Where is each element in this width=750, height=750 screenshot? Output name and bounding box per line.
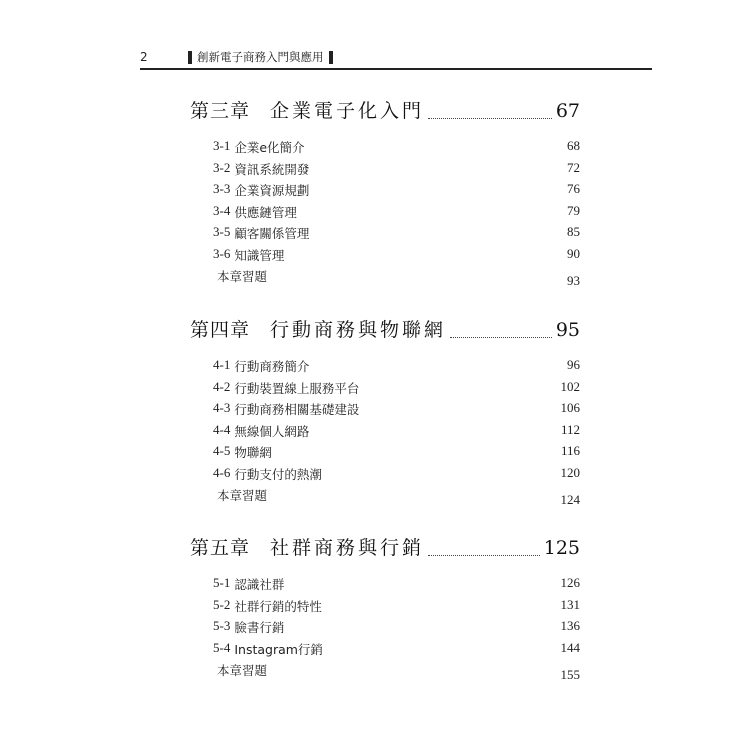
section-title: 本章習題	[217, 269, 268, 284]
section-entry[interactable]	[213, 465, 580, 487]
section-title: 臉書行銷	[234, 620, 285, 635]
dot-leader	[428, 117, 552, 119]
book-title-block	[188, 50, 333, 64]
section-page: 112	[560, 421, 580, 437]
section-title: 企業e化簡介	[234, 140, 305, 155]
book-title: 創新電子商務入門與應用	[197, 50, 324, 64]
section-number: 3-5	[213, 224, 231, 239]
section-page: 102	[560, 378, 580, 394]
dot-leader	[450, 336, 552, 338]
section-title: 行動商務簡介	[234, 359, 310, 374]
chapter-number: 第四章	[190, 319, 251, 341]
section-page: 131	[560, 596, 580, 612]
chapter-number: 第五章	[190, 537, 251, 559]
section-page: 93	[567, 273, 580, 288]
section-title: 行動支付的熱潮	[234, 466, 322, 482]
section-number: 3-2	[213, 159, 231, 175]
section-entry[interactable]	[213, 224, 580, 246]
section-number: 4-3	[213, 400, 231, 415]
chapter-page: 67	[555, 100, 580, 122]
section-entry[interactable]	[213, 357, 580, 379]
section-entry[interactable]	[213, 443, 580, 465]
chapter-heading[interactable]	[190, 315, 580, 343]
section-entry[interactable]	[213, 246, 580, 268]
section-page: 155	[560, 667, 580, 682]
section-title: Instagram行銷	[234, 641, 323, 657]
header-bar-left	[188, 51, 192, 64]
chapter-heading[interactable]	[190, 533, 580, 561]
section-title: 資訊系統開發	[234, 161, 310, 177]
section-page: 90	[567, 245, 580, 261]
section-page: 136	[560, 618, 580, 633]
section-number: 3-3	[213, 181, 231, 196]
chapter-page: 95	[555, 319, 580, 341]
section-number: 3-1	[213, 138, 231, 153]
section-page: 76	[567, 181, 580, 196]
section-entry[interactable]	[213, 597, 580, 619]
section-title: 行動商務相關基礎建設	[234, 402, 360, 417]
section-number: 5-2	[213, 596, 231, 612]
header-bar-right	[329, 51, 333, 64]
chapter-page: 125	[543, 537, 580, 559]
section-page: 120	[560, 464, 580, 480]
section-number: 4-2	[213, 378, 231, 394]
section-title: 顧客關係管理	[234, 226, 310, 241]
section-page: 116	[560, 443, 580, 458]
section-number: 4-5	[213, 443, 231, 458]
section-list	[190, 575, 580, 683]
section-page: 126	[560, 575, 580, 590]
section-title: 社群行銷的特性	[234, 598, 322, 614]
section-entry[interactable]	[213, 486, 580, 508]
section-number: 5-3	[213, 618, 231, 633]
section-title: 物聯網	[234, 445, 272, 460]
section-title: 認識社群	[234, 577, 285, 592]
section-page: 79	[567, 202, 580, 218]
chapter-heading[interactable]	[190, 96, 580, 124]
chapter-title: 社群商務與行銷	[270, 537, 425, 559]
section-entry[interactable]	[213, 181, 580, 203]
chapter-block	[190, 533, 580, 683]
section-page: 68	[567, 138, 580, 153]
section-title: 知識管理	[234, 247, 285, 263]
chapter-title: 行動商務與物聯網	[270, 319, 447, 341]
section-entry[interactable]	[213, 160, 580, 182]
section-number: 3-6	[213, 245, 231, 261]
dot-leader	[428, 554, 540, 556]
section-number: 5-4	[213, 639, 231, 655]
section-page: 144	[560, 639, 580, 655]
section-entry[interactable]	[213, 640, 580, 662]
section-title: 本章習題	[217, 488, 268, 503]
chapter-block	[190, 96, 580, 289]
chapter-block	[190, 315, 580, 508]
section-page: 85	[567, 224, 580, 239]
section-list	[190, 138, 580, 289]
section-number: 3-4	[213, 202, 231, 218]
section-entry[interactable]	[213, 203, 580, 225]
section-title: 本章習題	[217, 663, 268, 678]
section-entry[interactable]	[213, 575, 580, 597]
section-number: 5-1	[213, 575, 231, 590]
section-entry[interactable]	[213, 267, 580, 289]
section-page: 106	[560, 400, 580, 415]
section-page: 96	[567, 357, 580, 372]
chapter-title: 企業電子化入門	[270, 100, 425, 122]
section-number: 4-4	[213, 421, 231, 437]
section-title: 行動裝置線上服務平台	[234, 380, 360, 396]
section-number: 4-1	[213, 357, 231, 372]
section-entry[interactable]	[213, 422, 580, 444]
section-entry[interactable]	[213, 138, 580, 160]
section-title: 無線個人網路	[234, 423, 310, 439]
section-list	[190, 357, 580, 508]
section-title: 供應鏈管理	[234, 204, 297, 220]
section-number: 4-6	[213, 464, 231, 480]
section-page: 124	[560, 492, 580, 507]
section-entry[interactable]	[213, 661, 580, 683]
section-entry[interactable]	[213, 400, 580, 422]
chapter-number: 第三章	[190, 100, 251, 122]
section-entry[interactable]	[213, 618, 580, 640]
section-entry[interactable]	[213, 379, 580, 401]
section-page: 72	[567, 159, 580, 175]
page-number: 2	[140, 50, 148, 64]
running-header	[140, 50, 652, 70]
section-title: 企業資源規劃	[234, 183, 310, 198]
